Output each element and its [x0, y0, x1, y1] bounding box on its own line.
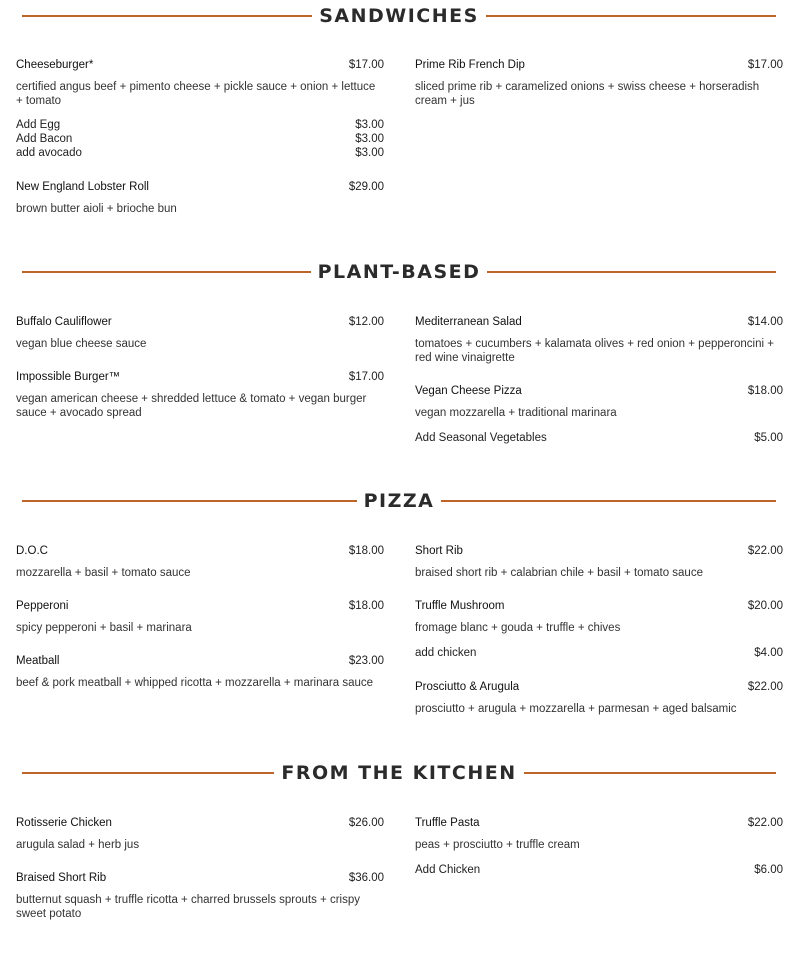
menu-item-lobster-roll — [16, 180, 384, 216]
addon-label: add avocado — [16, 147, 82, 159]
addon-price: $3.00 — [355, 133, 384, 145]
item-name: Braised Short Rib — [16, 872, 107, 884]
addon-row — [415, 646, 783, 660]
divider-rule — [22, 271, 311, 273]
item-price: $18.00 — [348, 600, 384, 612]
item-price: $20.00 — [747, 600, 783, 612]
section-title: PIZZA — [363, 490, 435, 512]
addon-price: $6.00 — [754, 864, 783, 876]
menu-item-impossible-burger — [16, 370, 384, 420]
menu-item-cheeseburger — [16, 58, 384, 160]
menu-item-pepperoni — [16, 599, 384, 635]
menu-item-braised-short-rib — [16, 871, 384, 921]
addon-label: Add Chicken — [415, 864, 481, 876]
menu-item-short-rib — [415, 544, 783, 580]
menu-item-truffle-mushroom — [415, 599, 783, 660]
addon-price: $3.00 — [355, 119, 384, 131]
item-name: Cheeseburger* — [16, 59, 94, 71]
menu-item-doc — [16, 544, 384, 580]
menu-item-french-dip — [415, 58, 783, 108]
item-description: vegan blue cheese sauce — [16, 338, 147, 350]
item-name: D.O.C — [16, 545, 48, 557]
addon-price: $4.00 — [754, 647, 783, 659]
section-header-sandwiches — [22, 5, 776, 27]
section-header-from-the-kitchen — [22, 762, 776, 784]
addon-label: add chicken — [415, 647, 477, 659]
menu-item-meatball — [16, 654, 384, 690]
item-price: $17.00 — [747, 59, 783, 71]
addon-label: Add Egg — [16, 119, 61, 131]
item-description: spicy pepperoni + basil + marinara — [16, 622, 192, 634]
divider-rule — [22, 15, 312, 17]
item-description: prosciutto + arugula + mozzarella + parmesan + aged balsamic — [415, 703, 737, 715]
item-price: $22.00 — [747, 817, 783, 829]
menu-item-rotisserie-chicken — [16, 816, 384, 852]
item-price: $36.00 — [348, 872, 384, 884]
divider-rule — [22, 500, 357, 502]
addon-row — [415, 431, 783, 445]
menu-item-vegan-cheese-pizza — [415, 384, 783, 445]
item-price: $22.00 — [747, 681, 783, 693]
item-description: brown butter aioli + brioche bun — [16, 203, 177, 215]
item-description: vegan mozzarella + traditional marinara — [415, 407, 617, 419]
item-name: Prime Rib French Dip — [415, 59, 525, 71]
item-name: Prosciutto & Arugula — [415, 681, 520, 693]
addon-row — [16, 118, 384, 132]
item-description: peas + prosciutto + truffle cream — [415, 839, 580, 851]
menu-item-buffalo-cauliflower — [16, 315, 384, 351]
item-description: butternut squash + truffle ricotta + charred brussels sprouts + crispy sweet potato — [16, 894, 361, 920]
item-price: $29.00 — [348, 181, 384, 193]
item-name: Truffle Mushroom — [415, 600, 505, 612]
item-description: vegan american cheese + shredded lettuce & tomato + vegan burger sauce + avocado spread — [16, 393, 367, 419]
item-description: fromage blanc + gouda + truffle + chives — [415, 622, 621, 634]
item-name: Vegan Cheese Pizza — [415, 385, 522, 397]
divider-rule — [22, 772, 274, 774]
item-price: $26.00 — [348, 817, 384, 829]
item-price: $14.00 — [747, 316, 783, 328]
item-price: $23.00 — [348, 655, 384, 667]
item-description: certified angus beef + pimento cheese + pickle sauce + onion + lettuce + tomato — [16, 81, 376, 107]
item-name: Rotisserie Chicken — [16, 817, 112, 829]
item-name: Meatball — [16, 655, 60, 667]
addon-price: $3.00 — [355, 147, 384, 159]
item-price: $17.00 — [348, 371, 384, 383]
menu-item-prosciutto-arugula — [415, 680, 783, 716]
item-price: $12.00 — [348, 316, 384, 328]
section-title: FROM THE KITCHEN — [281, 762, 517, 784]
divider-rule — [441, 500, 776, 502]
section-header-pizza — [22, 490, 776, 512]
item-price: $17.00 — [348, 59, 384, 71]
item-description: braised short rib + calabrian chile + basil + tomato sauce — [415, 567, 703, 579]
addon-label: Add Seasonal Vegetables — [415, 432, 547, 444]
addon-row — [16, 132, 384, 146]
item-description: mozzarella + basil + tomato sauce — [16, 567, 191, 579]
divider-rule — [486, 15, 776, 17]
item-name: New England Lobster Roll — [16, 181, 149, 193]
item-name: Truffle Pasta — [415, 817, 480, 829]
divider-rule — [487, 271, 776, 273]
item-price: $22.00 — [747, 545, 783, 557]
addon-row — [16, 146, 384, 160]
section-header-plant-based — [22, 261, 776, 283]
item-name: Pepperoni — [16, 600, 69, 612]
item-price: $18.00 — [348, 545, 384, 557]
menu-item-mediterranean-salad — [415, 315, 783, 365]
addon-list — [16, 118, 384, 160]
item-name: Mediterranean Salad — [415, 316, 522, 328]
item-name: Impossible Burger™ — [16, 371, 121, 383]
item-name: Buffalo Cauliflower — [16, 316, 112, 328]
section-title: PLANT-BASED — [317, 261, 481, 283]
item-description: sliced prime rib + caramelized onions + swiss cheese + horseradish cream + jus — [415, 81, 760, 107]
addon-row — [415, 863, 783, 877]
item-name: Short Rib — [415, 545, 463, 557]
addon-price: $5.00 — [754, 432, 783, 444]
item-description: beef & pork meatball + whipped ricotta + mozzarella + marinara sauce — [16, 677, 374, 689]
item-description: arugula salad + herb jus — [16, 839, 140, 851]
item-price: $18.00 — [747, 385, 783, 397]
menu-item-truffle-pasta — [415, 816, 783, 877]
section-title: SANDWICHES — [319, 5, 479, 27]
addon-label: Add Bacon — [16, 133, 73, 145]
divider-rule — [524, 772, 776, 774]
item-description: tomatoes + cucumbers + kalamata olives + red onion + pepperoncini + red wine vinaigrette — [415, 338, 774, 364]
